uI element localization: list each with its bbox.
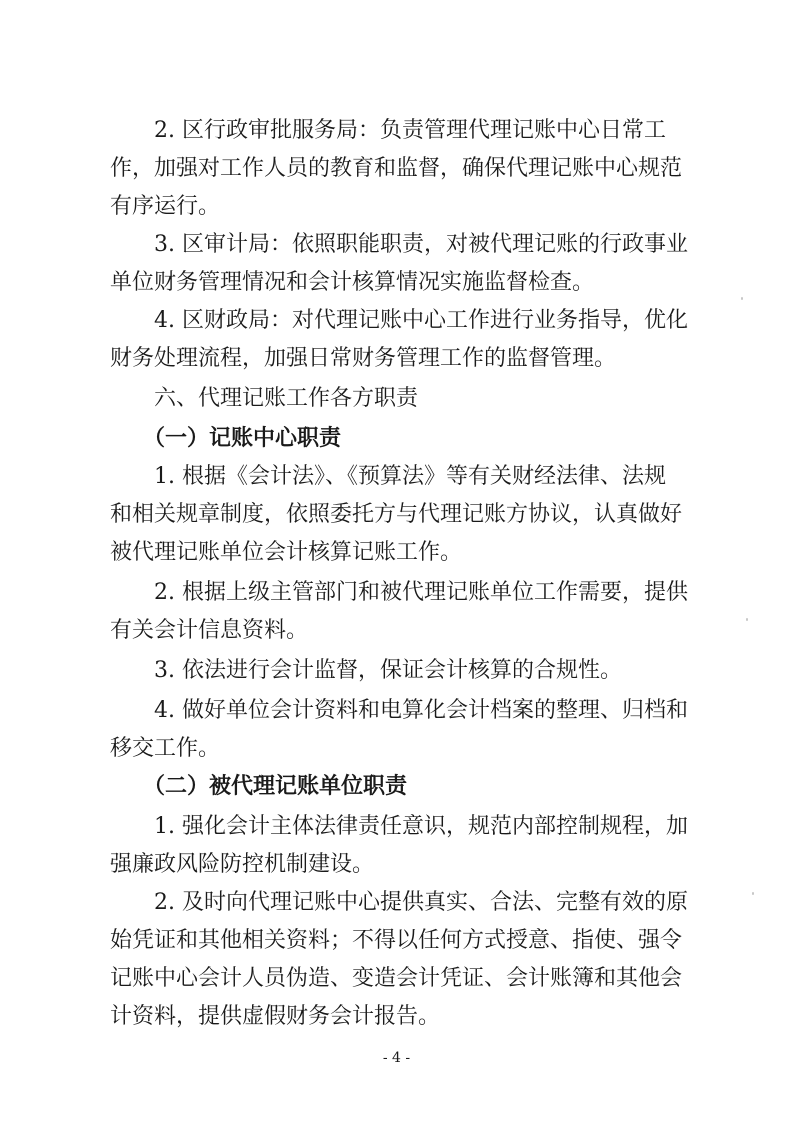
- text-line: 移交工作。: [110, 736, 221, 761]
- scan-speck: [746, 618, 748, 621]
- paragraph-audit-bureau: [110, 226, 688, 302]
- text-line: 1. 强化会计主体法律责任意识，规范内部控制规程，加: [110, 814, 688, 839]
- text-line: 始凭证和其他相关资料；不得以任何方式授意、指使、强令: [110, 928, 683, 953]
- paragraph-finance-bureau: [110, 302, 688, 378]
- scan-speck: [741, 297, 743, 300]
- text-line: 1. 根据《会计法》、《预算法》等有关财经法律、法规: [110, 464, 666, 489]
- subheading-center-duties: [110, 420, 682, 458]
- paragraph-center-duty-3: [110, 652, 682, 690]
- text-line: 2. 区行政审批服务局：负责管理代理记账中心日常工: [110, 118, 666, 143]
- text-line: 有关会计信息资料。: [110, 618, 309, 643]
- text-line: 作，加强对工作人员的教育和监督，确保代理记账中心规范: [110, 156, 683, 181]
- text-line: 财务处理流程，加强日常财务管理工作的监督管理。: [110, 346, 617, 371]
- paragraph-client-duty-1: [110, 808, 688, 884]
- text-line: 2. 及时向代理记账中心提供真实、合法、完整有效的原: [110, 890, 688, 915]
- paragraph-admin-approval-bureau: [110, 112, 682, 226]
- scan-speck: [752, 892, 754, 895]
- paragraph-client-duty-2: [110, 884, 688, 1036]
- text-line: 3. 区审计局：依照职能职责，对被代理记账的行政事业: [110, 232, 688, 257]
- text-line: 4. 区财政局：对代理记账中心工作进行业务指导，优化: [110, 308, 688, 333]
- heading-text: 六、代理记账工作各方职责: [110, 386, 419, 411]
- text-line: 强廉政风险防控机制建设。: [110, 852, 375, 877]
- paragraph-center-duty-2: [110, 574, 688, 650]
- page-number: - 4 -: [382, 1050, 411, 1066]
- text-line: 记账中心会计人员伪造、变造会计凭证、会计账簿和其他会: [110, 966, 683, 991]
- subheading-client-unit-duties: [110, 768, 682, 806]
- paragraph-center-duty-1: [110, 458, 682, 572]
- text-line: 2. 根据上级主管部门和被代理记账单位工作需要，提供: [110, 580, 688, 605]
- heading-text: （一）记账中心职责: [110, 426, 342, 451]
- text-line: 单位财务管理情况和会计核算情况实施监督检查。: [110, 270, 595, 295]
- text-line: 计资料，提供虚假财务会计报告。: [110, 1004, 441, 1029]
- section-heading-responsibilities: [110, 380, 682, 418]
- text-line: 和相关规章制度，依照委托方与代理记账方协议，认真做好: [110, 502, 683, 527]
- heading-text: （二）被代理记账单位职责: [110, 774, 408, 799]
- text-line: 3. 依法进行会计监督，保证会计核算的合规性。: [110, 658, 622, 683]
- paragraph-center-duty-4: [110, 692, 688, 768]
- text-line: 有序运行。: [110, 194, 221, 219]
- text-line: 4. 做好单位会计资料和电算化会计档案的整理、归档和: [110, 698, 688, 723]
- text-line: 被代理记账单位会计核算记账工作。: [110, 540, 463, 565]
